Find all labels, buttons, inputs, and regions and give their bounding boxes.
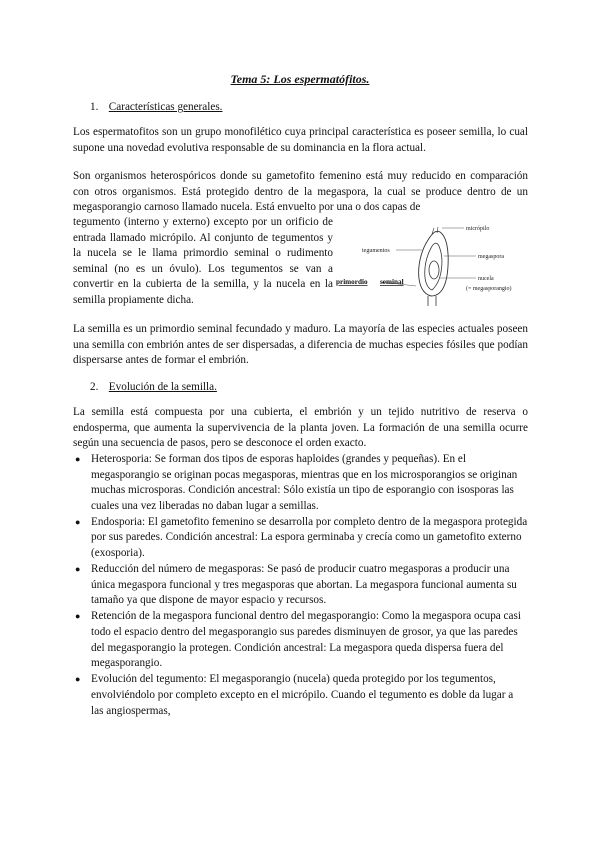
section-number: 1. (90, 101, 99, 113)
paragraph-semilla: La semilla es un primordio seminal fecundado y maduro. La mayoría de las especies actuales poseen una semilla con embrión antes de ser dispersadas, a diferencia de muchas especies fósiles que podían dispersarse antes de formar el embrión. (73, 323, 528, 367)
evolution-steps-list (73, 452, 528, 720)
list-item: ● Retención de la megaspora funcional dentro del megasporangio: Como la megaspora ocupa casi todo el espacio dentro del megasporangio sus paredes disminuyen de grosor, ya que las paredes del megasporangio la protegen. Condición ancestral: La megaspora queda dispersa fuera del megasporangio. (75, 610, 521, 670)
section-label: Características generales. (108, 101, 223, 113)
section-number: 2. (90, 381, 99, 393)
paragraph-tegument: tegumento (interno y externo) excepto por un orificio de entrada llamado micrópilo. Al conjunto de tegumentos y la nucela se le llama primordio seminal o rudimento seminal (no es un óvulo). Los tegumentos se van a convertir en la cubierta de la semilla, y la nucela en la semilla propiamente dicha. (73, 216, 333, 306)
section-label: Evolución de la semilla. (108, 381, 217, 393)
list-item: ● Endosporia: El gametofito femenino se desarrolla por completo dentro de la megaspora protegida por sus paredes. Condición ancestral: La espora germinaba y crecía como un gametofito externo (exosporia). (75, 515, 528, 560)
seminal-primordium-figure (336, 218, 536, 308)
list-item: ● Reducción del número de megasporas: Se pasó de producir cuatro megasporas a producir una única megaspora funcional y tres megasporas que abortan. La megaspora funcional aumenta su tamaño ya que dispone de mayor espacio y recursos. (75, 563, 517, 607)
label-megaspora: megaspora (478, 254, 504, 260)
bullet-icon: ● (75, 674, 81, 685)
bullet-icon: ● (75, 564, 81, 575)
caption-primordio: primordio (336, 278, 368, 286)
paragraph-intro: Los espermatofitos son un grupo monofilético cuya principal característica es poseer semilla, lo cual supone una novedad evolutiva responsable de su dominancia en la flora actual. (73, 126, 528, 154)
label-megasporangio: (= megasporangio) (466, 286, 512, 292)
label-nucela: nucela (478, 276, 494, 282)
list-item: ● Evolución del tegumento: El megasporangio (nucela) queda protegido por los tegumentos, envolviéndolo por completo excepto en el micrópilo. Cuando el tegumento es doble da lugar a las angiospermas, (75, 673, 514, 717)
seminal-primordium-diagram (336, 218, 536, 308)
bullet-icon: ● (75, 516, 81, 527)
paragraph-composicion: La semilla está compuesta por una cubierta, el embrión y un tejido nutritivo de reserva o endosperma, que aumenta la supervivencia de la planta joven. La formación de una semilla ocurre según una secuencia de pasos, pero se desconoce el orden exacto. (73, 406, 528, 450)
page-title: Tema 5: Los espermatófitos. (230, 72, 370, 86)
bullet-icon: ● (75, 454, 81, 464)
section-heading-2 (90, 380, 217, 396)
label-micropilo: micrópilo (466, 226, 490, 232)
bullet-icon: ● (75, 611, 81, 622)
label-tegumentos: tegumentos (362, 248, 390, 254)
list-item: ● Heterosporia: Se forman dos tipos de esporas haploides (grandes y pequeñas). En el megasporangio se originan pocas megasporas, mientras que en los microsporangios se originan muchas microsporas. Condición ancestral: Sólo existía un tipo de esporangio con isosporas las cuales una vez liberadas no daban lugar a semillas. (75, 453, 518, 512)
section-heading-1 (90, 100, 222, 116)
paragraph-heterosporic: Son organismos heterospóricos donde su gametofito femenino está muy reducido en comparación con otros organismos. Está protegido dentro de la megaspora, la cual se produce dentro de un megasporangio carnoso llamado nucela. Está envuelto por una o dos capas de (73, 170, 528, 214)
caption-seminal: seminal (380, 278, 404, 286)
